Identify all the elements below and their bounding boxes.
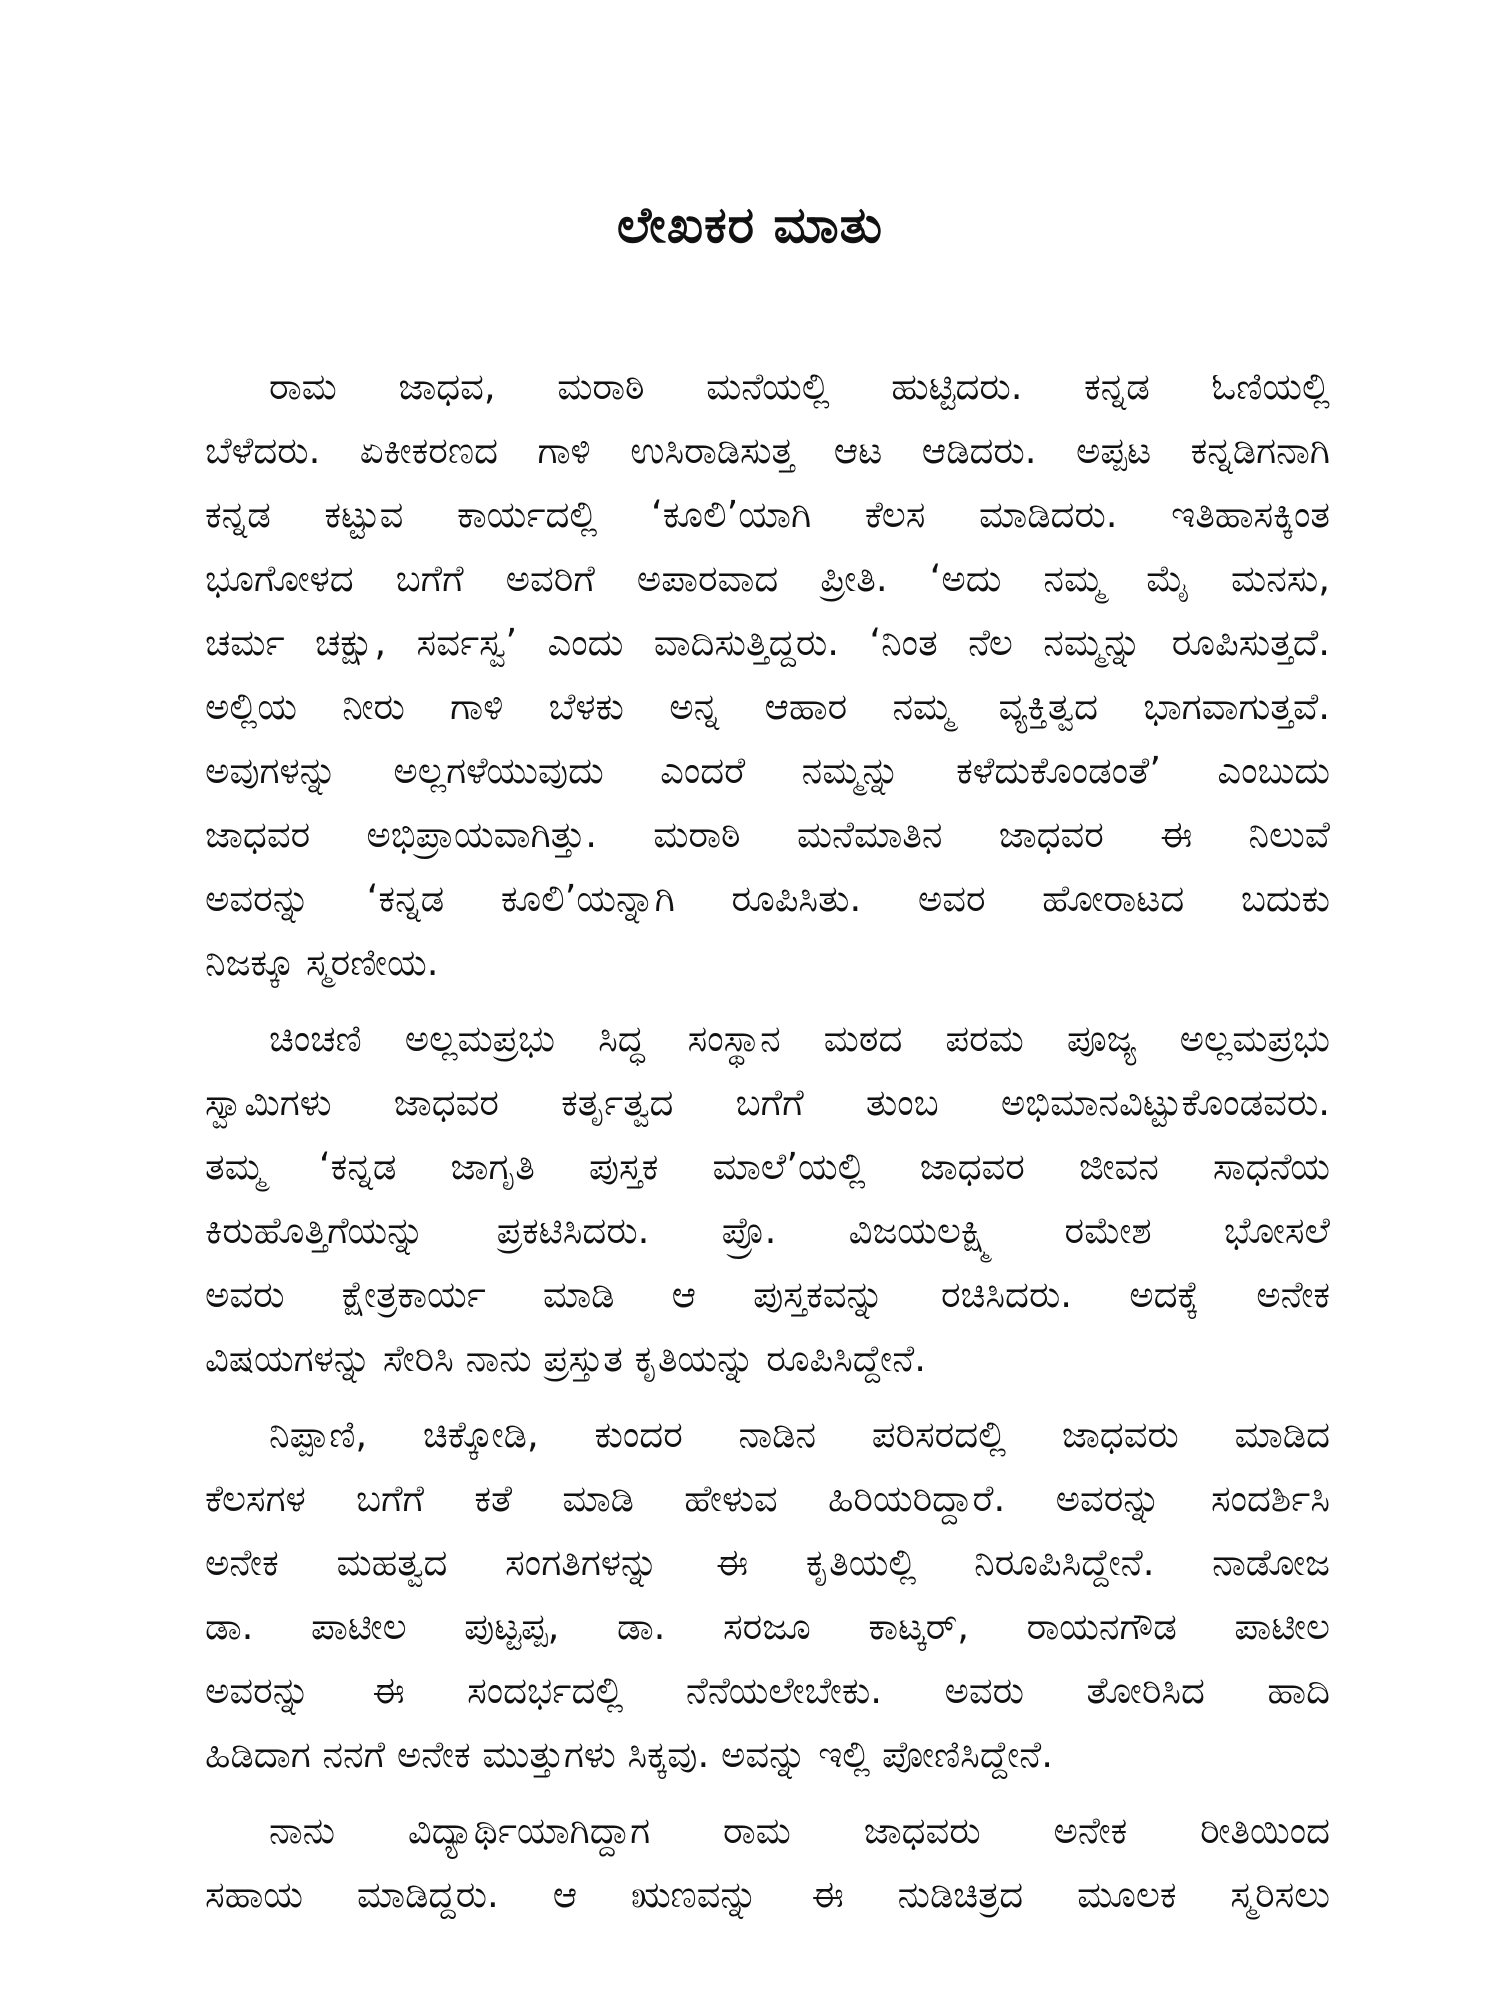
text-line: ಕೆಲಸಗಳ ಬಗೆಗೆ ಕತೆ ಮಾಡಿ ಹೇಳುವ ಹಿರಿಯರಿದ್ದಾರೆ. ಅವರನ್ನು ಸಂದರ್ಶಿಸಿ [205, 1477, 1330, 1520]
text-line: ಕಿರುಹೊತ್ತಿಗೆಯನ್ನು ಪ್ರಕಟಿಸಿದರು. ಪ್ರೊ. ವಿಜಯಲಕ್ಷ್ಮಿ ರಮೇಶ ಭೋಸಲೆ [205, 1209, 1330, 1252]
text-line: ಅವರು ಕ್ಷೇತ್ರಕಾರ್ಯ ಮಾಡಿ ಆ ಪುಸ್ತಕವನ್ನು ರಚಿಸಿದರು. ಅದಕ್ಕೆ ಅನೇಕ [205, 1273, 1330, 1316]
paragraph-1 [205, 355, 1330, 995]
text-line: ಡಾ. ಪಾಟೀಲ ಪುಟ್ಟಪ್ಪ, ಡಾ. ಸರಜೂ ಕಾಟ್ಕರ್, ರಾಯನಗೌಡ ಪಾಟೀಲ [205, 1605, 1330, 1648]
text-line: ನಾನು ವಿದ್ಯಾರ್ಥಿಯಾಗಿದ್ದಾಗ ರಾಮ ಜಾಧವರು ಅನೇಕ ರೀತಿಯಿಂದ [269, 1809, 1330, 1852]
body-text [205, 355, 1330, 1927]
text-line: ರಾಮ ಜಾಧವ, ಮರಾಠಿ ಮನೆಯಲ್ಲಿ ಹುಟ್ಟಿದರು. ಕನ್ನಡ ಓಣಿಯಲ್ಲಿ [269, 365, 1330, 408]
text-line: ಚಿಂಚಣಿ ಅಲ್ಲಮಪ್ರಭು ಸಿದ್ಧ ಸಂಸ್ಥಾನ ಮಠದ ಪರಮ ಪೂಜ್ಯ ಅಲ್ಲಮಪ್ರಭು [269, 1017, 1330, 1060]
text-line: ವಿಷಯಗಳನ್ನು ಸೇರಿಸಿ ನಾನು ಪ್ರಸ್ತುತ ಕೃತಿಯನ್ನು ರೂಪಿಸಿದ್ದೇನೆ. [205, 1337, 927, 1380]
text-line: ಜಾಧವರ ಅಭಿಪ್ರಾಯವಾಗಿತ್ತು. ಮರಾಠಿ ಮನೆಮಾತಿನ ಜಾಧವರ ಈ ನಿಲುವೆ [205, 813, 1330, 856]
paragraph-gap [205, 1391, 1330, 1403]
page-title: ಲೇಖಕರ ಮಾತು [616, 196, 884, 254]
paragraph-gap [205, 1787, 1330, 1799]
text-line: ಅಲ್ಲಿಯ ನೀರು ಗಾಳಿ ಬೆಳಕು ಅನ್ನ ಆಹಾರ ನಮ್ಮ ವ್ಯಕ್ತಿತ್ವದ ಭಾಗವಾಗುತ್ತವೆ. [205, 685, 1330, 728]
text-line: ನಿಪ್ಪಾಣಿ, ಚಿಕ್ಕೋಡಿ, ಕುಂದರ ನಾಡಿನ ಪರಿಸರದಲ್ಲಿ ಜಾಧವರು ಮಾಡಿದ [269, 1413, 1330, 1456]
paragraph-4 [205, 1799, 1330, 1927]
paragraph-3 [205, 1403, 1330, 1787]
paragraph-2 [205, 1007, 1330, 1391]
text-line: ಚರ್ಮ ಚಕ್ಷು, ಸರ್ವಸ್ವ’ ಎಂದು ವಾದಿಸುತ್ತಿದ್ದರು. ‘ನಿಂತ ನೆಲ ನಮ್ಮನ್ನು ರೂಪಿಸುತ್ತದೆ. [205, 621, 1330, 664]
text-line: ಕನ್ನಡ ಕಟ್ಟುವ ಕಾರ್ಯದಲ್ಲಿ ‘ಕೂಲಿ’ಯಾಗಿ ಕೆಲಸ ಮಾಡಿದರು. ಇತಿಹಾಸಕ್ಕಿಂತ [205, 493, 1330, 536]
text-line: ಅವುಗಳನ್ನು ಅಲ್ಲಗಳೆಯುವುದು ಎಂದರೆ ನಮ್ಮನ್ನು ಕಳೆದುಕೊಂಡಂತೆ’ ಎಂಬುದು [205, 749, 1330, 792]
text-line: ನಿಜಕ್ಕೂ ಸ್ಮರಣೀಯ. [205, 941, 439, 984]
text-line: ಸ್ವಾಮಿಗಳು ಜಾಧವರ ಕರ್ತೃತ್ವದ ಬಗೆಗೆ ತುಂಬ ಅಭಿಮಾನವಿಟ್ಟುಕೊಂಡವರು. [205, 1081, 1330, 1124]
text-line: ಅವರನ್ನು ಈ ಸಂದರ್ಭದಲ್ಲಿ ನೆನೆಯಲೇಬೇಕು. ಅವರು ತೋರಿಸಿದ ಹಾದಿ [205, 1669, 1330, 1712]
text-line: ಹಿಡಿದಾಗ ನನಗೆ ಅನೇಕ ಮುತ್ತುಗಳು ಸಿಕ್ಕವು. ಅವನ್ನು ಇಲ್ಲಿ ಪೋಣಿಸಿದ್ದೇನೆ. [205, 1733, 1054, 1776]
paragraph-gap [205, 995, 1330, 1007]
text-line: ಅವರನ್ನು ‘ಕನ್ನಡ ಕೂಲಿ’ಯನ್ನಾಗಿ ರೂಪಿಸಿತು. ಅವರ ಹೋರಾಟದ ಬದುಕು [205, 877, 1330, 920]
text-line: ಬೆಳೆದರು. ಏಕೀಕರಣದ ಗಾಳಿ ಉಸಿರಾಡಿಸುತ್ತ ಆಟ ಆಡಿದರು. ಅಪ್ಪಟ ಕನ್ನಡಿಗನಾಗಿ [205, 429, 1330, 472]
text-line: ಸಹಾಯ ಮಾಡಿದ್ದರು. ಆ ಋಣವನ್ನು ಈ ನುಡಿಚಿತ್ರದ ಮೂಲಕ ಸ್ಮರಿಸಲು [205, 1873, 1330, 1916]
text-line: ಅನೇಕ ಮಹತ್ವದ ಸಂಗತಿಗಳನ್ನು ಈ ಕೃತಿಯಲ್ಲಿ ನಿರೂಪಿಸಿದ್ದೇನೆ. ನಾಡೋಜ [205, 1541, 1330, 1584]
text-line: ತಮ್ಮ ‘ಕನ್ನಡ ಜಾಗೃತಿ ಪುಸ್ತಕ ಮಾಲೆ’ಯಲ್ಲಿ ಜಾಧವರ ಜೀವನ ಸಾಧನೆಯ [205, 1145, 1330, 1188]
text-line: ಭೂಗೋಳದ ಬಗೆಗೆ ಅವರಿಗೆ ಅಪಾರವಾದ ಪ್ರೀತಿ. ‘ಅದು ನಮ್ಮ ಮೈ ಮನಸು, [205, 557, 1330, 600]
